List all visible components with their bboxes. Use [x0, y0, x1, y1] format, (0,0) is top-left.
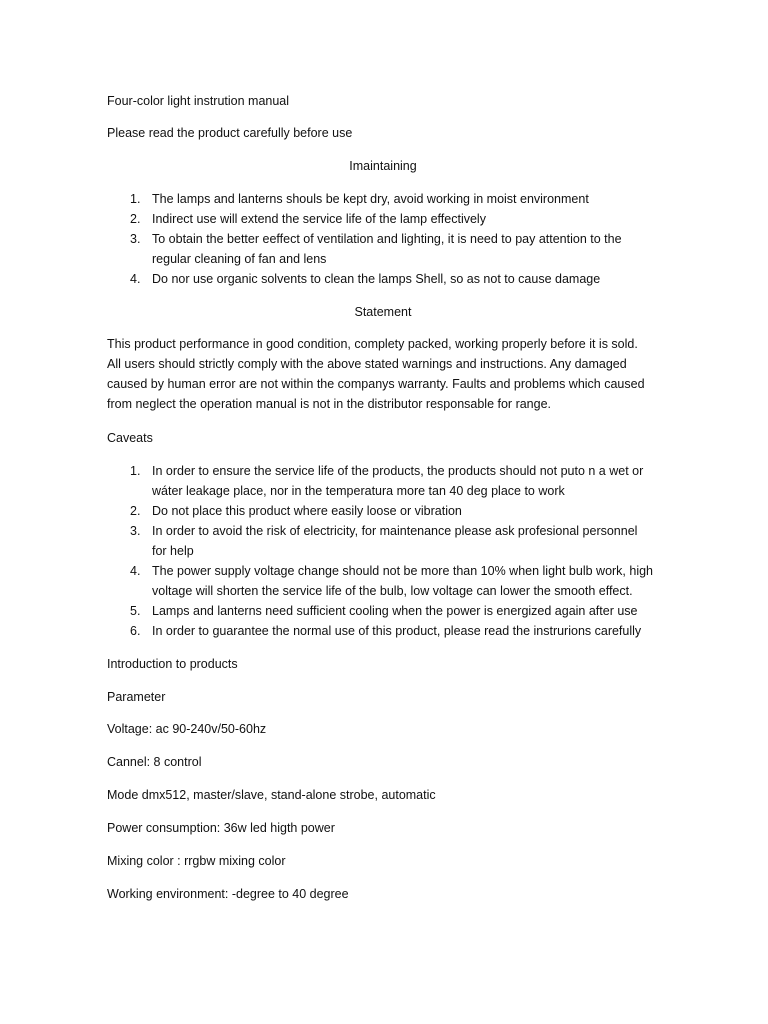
- list-item-text: To obtain the better eeffect of ventilation and lighting, it is need to pay attention to the: [152, 232, 622, 246]
- list-number: 3.: [130, 524, 141, 538]
- list-item-text: Do nor use organic solvents to clean the lamps Shell, so as not to cause damage: [152, 272, 601, 286]
- parameter-channel: Cannel: 8 control: [107, 755, 202, 769]
- list-item: [107, 621, 667, 641]
- list-item-text: regular cleaning of fan and lens: [152, 252, 327, 266]
- list-item: [107, 601, 667, 621]
- parameter-working-environment: Working environment: -degree to 40 degree: [107, 887, 349, 901]
- list-number: 4.: [130, 272, 141, 286]
- list-number: 1.: [130, 464, 141, 478]
- list-item-text: Lamps and lanterns need sufficient cooling when the power is energized again after use: [152, 604, 638, 618]
- list-item-text: In order to avoid the risk of electricity, for maintenance please ask profesional personnel: [152, 524, 638, 538]
- products-intro-heading: Introduction to products: [107, 657, 238, 671]
- paragraph-line: caused by human error are not within the companys warranty. Faults and problems which caused: [107, 377, 645, 391]
- list-item-text: wáter leakage place, nor in the temperatura more tan 40 deg place to work: [152, 484, 565, 498]
- list-item: [107, 561, 667, 601]
- list-number: 2.: [130, 504, 141, 518]
- list-item: [107, 209, 667, 229]
- paragraph-line: This product performance in good condition, complety packed, working properly before it is sold.: [107, 337, 638, 351]
- caveats-list: [107, 461, 667, 641]
- list-number: 4.: [130, 564, 141, 578]
- statement-heading: Statement: [354, 305, 412, 319]
- paragraph-line: All users should strictly comply with the above stated warnings and instructions. Any damaged: [107, 357, 627, 371]
- paragraph-line: from neglect the operation manual is not in the distributor responsable for range.: [107, 397, 552, 411]
- document-title: Four-color light instrution manual: [107, 94, 290, 108]
- statement-paragraph: [107, 334, 667, 414]
- list-number: 1.: [130, 192, 141, 206]
- list-item-text: In order to ensure the service life of the products, the products should not puto n a wet or: [152, 464, 644, 478]
- list-item: [107, 189, 667, 209]
- list-item-text: Indirect use will extend the service life of the lamp effectively: [152, 212, 486, 226]
- caveats-heading: Caveats: [107, 431, 153, 445]
- list-number: 2.: [130, 212, 141, 226]
- list-item-text: In order to guarantee the normal use of this product, please read the instrurions carefully: [152, 624, 642, 638]
- list-item-text: The power supply voltage change should not be more than 10% when light bulb work, high: [152, 564, 654, 578]
- list-item-text: The lamps and lanterns shouls be kept dry, avoid working in moist environment: [152, 192, 589, 206]
- maintaining-list: [107, 189, 667, 289]
- list-item: [107, 501, 667, 521]
- maintaining-heading: Imaintaining: [349, 159, 417, 173]
- list-item: [107, 461, 667, 501]
- intro-line: Please read the product carefully before use: [107, 126, 353, 140]
- list-item-text: voltage will shorten the service life of the bulb, low voltage can lower the smooth effect.: [152, 584, 633, 598]
- list-item: [107, 269, 667, 289]
- list-number: 3.: [130, 232, 141, 246]
- list-item: [107, 229, 667, 269]
- parameter-mixing-color: Mixing color : rrgbw mixing color: [107, 854, 286, 868]
- list-number: 6.: [130, 624, 141, 638]
- list-number: 5.: [130, 604, 141, 618]
- list-item: [107, 521, 667, 561]
- parameter-power: Power consumption: 36w led higth power: [107, 821, 335, 835]
- parameter-mode: Mode dmx512, master/slave, stand-alone strobe, automatic: [107, 788, 436, 802]
- list-item-text: Do not place this product where easily loose or vibration: [152, 504, 462, 518]
- list-item-text: for help: [152, 544, 194, 558]
- parameter-heading: Parameter: [107, 690, 166, 704]
- parameter-voltage: Voltage: ac 90-240v/50-60hz: [107, 722, 267, 736]
